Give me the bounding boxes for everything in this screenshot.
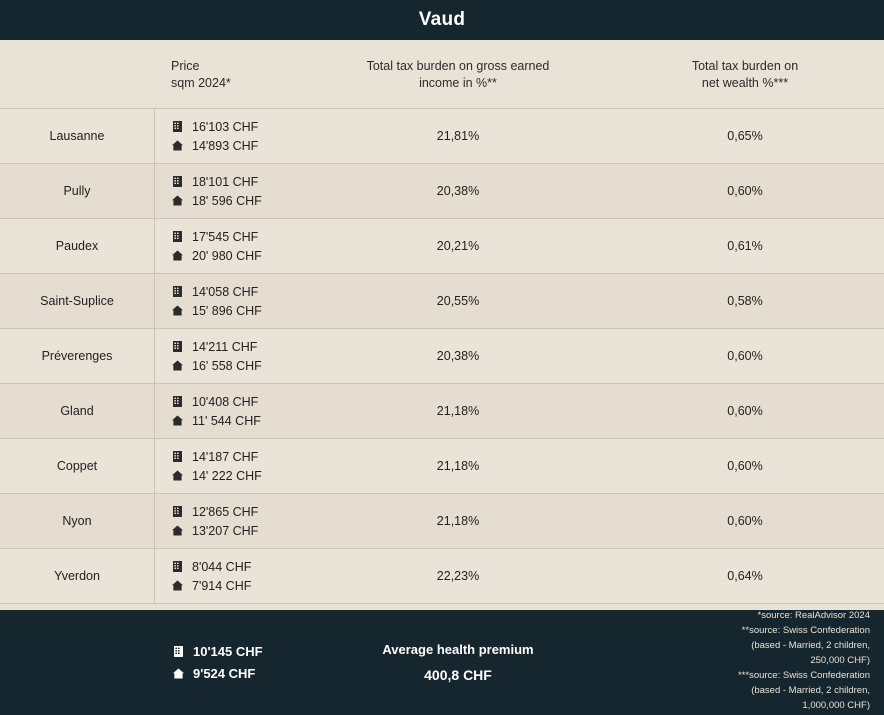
row-city: Paudex [0,219,155,273]
table-row [0,549,884,604]
row-prices [155,494,310,548]
house-icon [171,304,184,317]
row-wealth-tax: 0,60% [727,404,763,418]
row-house-price [171,194,262,208]
column-header-income-line1: Total tax burden on gross earned [366,59,550,73]
row-apartment-price [171,120,258,134]
table-row [0,164,884,219]
row-income-tax: 20,21% [436,239,480,253]
row-city: Saint-Suplice [0,274,155,328]
row-apartment-price [171,340,257,354]
footer-average-prices [0,644,310,681]
house-icon [171,469,184,482]
table-body [0,109,884,604]
row-wealth-tax: 0,60% [727,184,763,198]
row-apartment-price-value: 18'101 CHF [192,174,259,189]
column-header-income-line2: income in %** [419,76,497,90]
row-prices [155,109,310,163]
row-house-price [171,469,262,483]
column-header-price [155,58,310,92]
row-income-tax: 21,81% [436,129,480,143]
apartment-icon [171,450,184,463]
apartment-icon [171,505,184,518]
footer-note-7: 1,000,000 CHF) [802,700,870,711]
row-house-price [171,249,262,263]
apartment-icon [172,645,185,658]
table-row [0,384,884,439]
row-apartment-price [171,230,258,244]
page-title: Vaud [418,9,466,30]
row-house-price [171,139,258,153]
table-row [0,494,884,549]
row-house-price [171,304,262,318]
house-icon [171,249,184,262]
row-prices [155,274,310,328]
row-income-tax: 21,18% [436,514,480,528]
table-footer [0,610,884,715]
apartment-icon [171,175,184,188]
row-house-price-value: 20' 980 CHF [192,248,262,263]
table-row [0,439,884,494]
column-header-wealth-tax [606,58,884,92]
row-city: Lausanne [0,109,155,163]
apartment-icon [171,230,184,243]
row-house-price [171,414,261,428]
row-prices [155,439,310,493]
row-wealth-tax: 0,60% [727,459,763,473]
house-icon [171,579,184,592]
row-house-price-value: 15' 896 CHF [192,303,262,318]
row-house-price-value: 16' 558 CHF [192,358,262,373]
row-apartment-price-value: 16'103 CHF [192,119,259,134]
row-house-price-value: 14' 222 CHF [192,468,262,483]
apartment-icon [171,560,184,573]
house-icon [171,194,184,207]
row-house-price-value: 7'914 CHF [192,578,252,593]
column-header-wealth-line1: Total tax burden on [691,59,799,73]
house-icon [171,414,184,427]
column-header-price-line2: sqm 2024* [171,76,231,90]
row-city: Préverenges [0,329,155,383]
row-prices [155,164,310,218]
row-prices [155,384,310,438]
row-house-price-value: 14'893 CHF [192,138,259,153]
house-icon [171,524,184,537]
row-apartment-price [171,560,251,574]
footer-house-average-value: 9'524 CHF [193,666,256,681]
table-column-headers [0,40,884,109]
row-income-tax: 20,38% [436,184,480,198]
row-apartment-price-value: 12'865 CHF [192,504,259,519]
row-wealth-tax: 0,65% [727,129,763,143]
table-row [0,274,884,329]
row-wealth-tax: 0,58% [727,294,763,308]
row-house-price [171,579,251,593]
footer-health-premium [310,642,606,683]
row-prices [155,549,310,603]
row-apartment-price [171,450,258,464]
column-header-wealth-line2: net wealth %*** [701,76,789,90]
house-icon [171,359,184,372]
apartment-icon [171,340,184,353]
footer-note-1: *source: RealAdvisor 2024 [757,610,870,621]
row-apartment-price-value: 17'545 CHF [192,229,259,244]
footer-health-label: Average health premium [382,642,534,657]
table-row [0,329,884,384]
column-header-income-tax [310,58,606,92]
table-row [0,109,884,164]
row-income-tax: 21,18% [436,459,480,473]
apartment-icon [171,395,184,408]
row-income-tax: 22,23% [436,569,480,583]
apartment-icon [171,285,184,298]
row-prices [155,329,310,383]
footer-apartment-average [172,644,263,659]
footer-note-4: 250,000 CHF) [810,655,870,666]
row-apartment-price-value: 8'044 CHF [192,559,252,574]
row-apartment-price-value: 14'211 CHF [192,339,258,354]
row-apartment-price [171,285,258,299]
footer-note-2: **source: Swiss Confederation [741,625,870,636]
footer-house-average [172,666,255,681]
row-city: Yverdon [0,549,155,603]
row-income-tax: 20,38% [436,349,480,363]
footer-note-3: (based - Married, 2 children, [751,640,870,651]
row-wealth-tax: 0,61% [727,239,763,253]
row-wealth-tax: 0,60% [727,349,763,363]
row-apartment-price-value: 14'058 CHF [192,284,259,299]
footer-apartment-average-value: 10'145 CHF [193,644,263,659]
column-header-price-line1: Price [171,59,200,73]
row-house-price [171,524,258,538]
row-prices [155,219,310,273]
footer-note-6: (based - Married, 2 children, [751,685,870,696]
row-wealth-tax: 0,60% [727,514,763,528]
row-wealth-tax: 0,64% [727,569,763,583]
row-income-tax: 20,55% [436,294,480,308]
row-city: Gland [0,384,155,438]
row-apartment-price [171,395,258,409]
row-house-price [171,359,262,373]
row-city: Coppet [0,439,155,493]
table-row [0,219,884,274]
row-house-price-value: 13'207 CHF [192,523,259,538]
house-icon [172,667,185,680]
row-income-tax: 21,18% [436,404,480,418]
footer-health-value: 400,8 CHF [424,667,492,683]
footer-note-5: ***source: Swiss Confederation [737,670,870,681]
row-house-price-value: 11' 544 CHF [192,413,261,428]
row-apartment-price-value: 14'187 CHF [192,449,259,464]
row-city: Pully [0,164,155,218]
row-house-price-value: 18' 596 CHF [192,193,262,208]
row-apartment-price [171,175,258,189]
apartment-icon [171,120,184,133]
footer-source-notes [606,610,884,715]
row-apartment-price-value: 10'408 CHF [192,394,259,409]
row-apartment-price [171,505,258,519]
house-icon [171,139,184,152]
page-header [0,0,884,40]
row-city: Nyon [0,494,155,548]
